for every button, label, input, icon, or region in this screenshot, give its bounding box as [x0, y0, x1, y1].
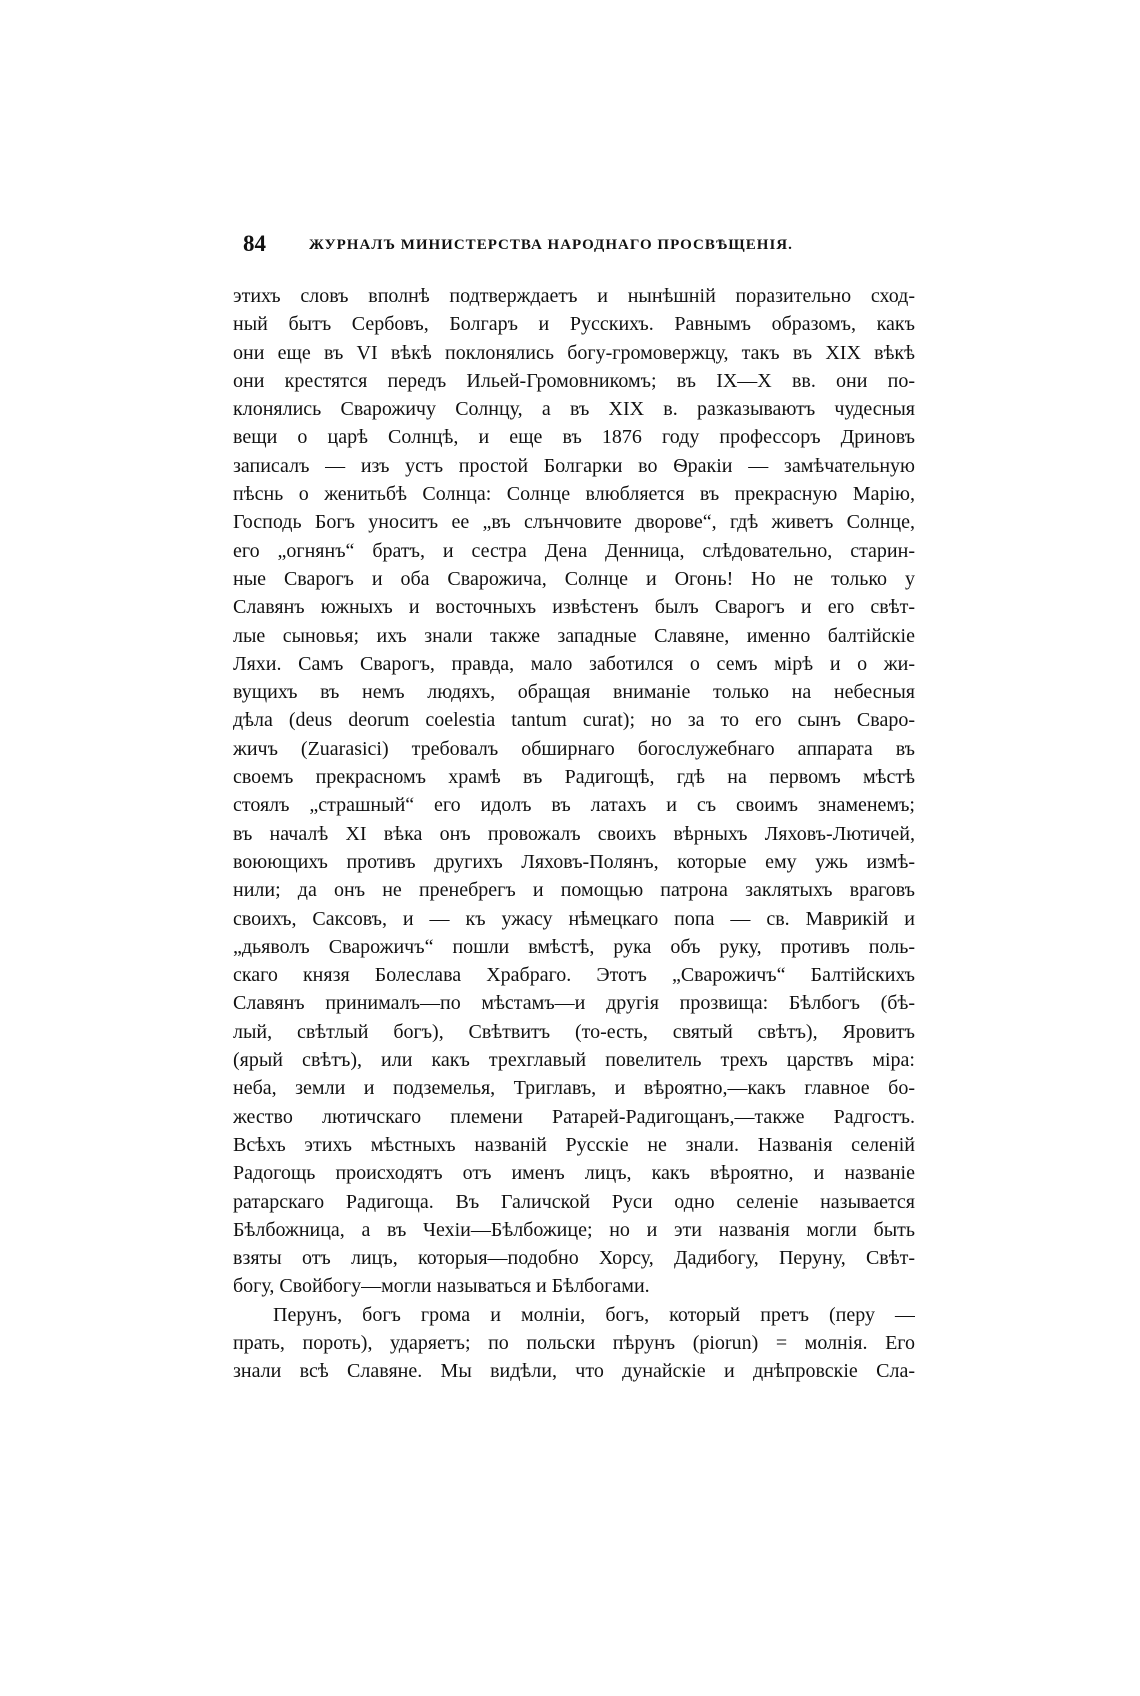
text-line: жичъ (Zuarasici) требовалъ обширнаго богослужебнаго аппарата въ [233, 737, 915, 760]
text-line: „дьяволъ Сварожичъ“ пошли вмѣстѣ, рука объ руку, противъ поль- [233, 935, 915, 958]
text-line: дѣла (deus deorum coelestia tantum curat); но за то его сынъ Сваро- [233, 709, 915, 732]
text-line: вещи о царѣ Солнцѣ, и еще въ 1876 году профессоръ Дриновъ [233, 426, 915, 449]
page-number: 84 [243, 231, 266, 256]
text-line: Всѣхъ этихъ мѣстныхъ названій Русскіе не знали. Названія селеній [233, 1133, 915, 1156]
text-line: Славянъ южныхъ и восточныхъ извѣстенъ былъ Сварогъ и его свѣт- [233, 596, 915, 619]
text-line: лый, свѣтлый богъ), Свѣтвитъ (то-есть, святый свѣтъ), Яровитъ [233, 1020, 915, 1043]
text-line: ные Сварогъ и оба Сварожича, Солнце и Огонь! Но не только у [233, 567, 915, 590]
text-line: они крестятся передъ Ильей-Громовникомъ; въ IX—X вв. они по- [233, 369, 915, 392]
text-line: жество лютичскаго племени Ратарей-Радигощанъ,—также Радгостъ. [233, 1105, 915, 1128]
text-line: клонялись Сварожичу Солнцу, а въ XIX в. разказываютъ чудесныя [233, 398, 915, 421]
text-line: своемъ прекрасномъ храмѣ въ Радигощѣ, гдѣ на первомъ мѣстѣ [233, 766, 915, 789]
text-line: стоялъ „страшный“ его идолъ въ латахъ и съ своимъ знаменемъ; [233, 794, 915, 817]
text-line: въ началѣ XI вѣка онъ провожалъ своихъ вѣрныхъ Ляховъ-Лютичей, [233, 822, 915, 845]
text-line: (ярый свѣтъ), или какъ трехглавый повелитель трехъ царствъ міра: [233, 1049, 915, 1072]
text-line: Радогощь происходятъ отъ именъ лицъ, какъ вѣроятно, и названіе [233, 1162, 915, 1185]
paragraph-1 [233, 282, 915, 1301]
page-header [243, 228, 913, 260]
running-head: ЖУРНАЛЪ МИНИСТЕРСТВА НАРОДНАГО ПРОСВѢЩЕНІЯ. [309, 237, 793, 253]
text-line: взяты отъ лицъ, которыя—подобно Хорсу, Дадибогу, Перуну, Свѣт- [233, 1247, 915, 1270]
text-line: скаго князя Болеслава Храбраго. Этотъ „Сварожичъ“ Балтійскихъ [233, 964, 915, 987]
text-line: Бѣлбожница, а въ Чехіи—Бѣлбожице; но и эти названія могли быть [233, 1218, 915, 1241]
paragraph-2 [233, 1301, 915, 1386]
text-line: они еще въ VI вѣкѣ поклонялись богу-громовержцу, такъ въ XIX вѣкѣ [233, 341, 915, 364]
text-line: его „огнянъ“ братъ, и сестра Дена Денница, слѣдовательно, старин- [233, 539, 915, 562]
text-line: Перунъ, богъ грома и молніи, богъ, который претъ (перу — [273, 1303, 915, 1326]
body-text [233, 282, 915, 1386]
text-line: Славянъ принималъ—по мѣстамъ—и другія прозвища: Бѣлбогъ (бѣ- [233, 992, 915, 1015]
text-line: неба, земли и подземелья, Триглавъ, и вѣроятно,—какъ главное бо- [233, 1077, 915, 1100]
text-line: Господь Богъ уноситъ ее „въ слънчовите дворове“, гдѣ живетъ Солнце, [233, 511, 915, 534]
text-line: вущихъ въ немъ людяхъ, обращая вниманіе только на небесныя [233, 681, 915, 704]
text-line: этихъ словъ вполнѣ подтверждаетъ и нынѣшній поразительно сход- [233, 285, 915, 307]
text-line: прать, пороть), ударяетъ; по польски пѣрунъ (piorun) = молнія. Его [233, 1331, 915, 1354]
text-line: ратарскаго Радигоща. Въ Галичской Руси одно селеніе называется [233, 1190, 915, 1213]
text-line: воюющихъ противъ другихъ Ляховъ-Полянъ, которые ему ужь измѣ- [233, 850, 915, 873]
text-line: Ляхи. Самъ Сварогъ, правда, мало заботился о семъ мірѣ и о жи- [233, 652, 915, 675]
text-line: своихъ, Саксовъ, и — къ ужасу нѣмецкаго попа — св. Маврикій и [233, 907, 915, 930]
text-line: богу, Свойбогу—могли называться и Бѣлбогами. [233, 1275, 650, 1298]
text-line: ный бытъ Сербовъ, Болгаръ и Русскихъ. Равнымъ образомъ, какъ [233, 313, 915, 336]
text-line: знали всѣ Славяне. Мы видѣли, что дунайскіе и днѣпровскіе Сла- [233, 1360, 915, 1383]
text-line: пѣснь о женитьбѣ Солнца: Солнце влюбляется въ прекрасную Марію, [233, 483, 915, 506]
text-line: нили; да онъ не пренебрегъ и помощью патрона заклятыхъ враговъ [233, 879, 915, 902]
text-line: записалъ — изъ устъ простой Болгарки во Ѳракіи — замѣчательную [233, 454, 915, 477]
text-line: лые сыновья; ихъ знали также западные Славяне, именно балтійскіе [233, 624, 915, 647]
